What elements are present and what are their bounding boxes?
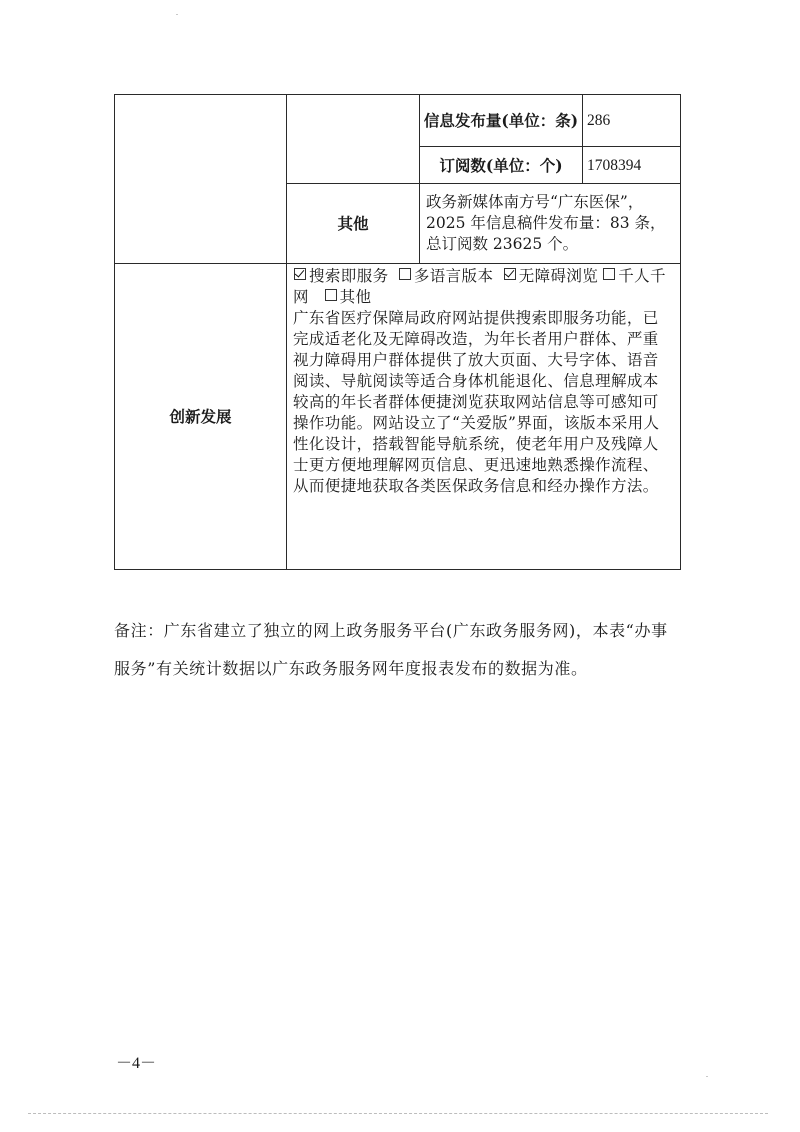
footnote: 备注：广东省建立了独立的网上政务服务平台(广东政务服务网)，本表“办事服务”有关统计数据以广东政务服务网年度报表发布的数据为准。 (114, 621, 668, 678)
checkbox-accessibility[interactable] (504, 268, 516, 280)
subscribe-count-label: 订阅数(单位：个) (420, 147, 583, 184)
checkbox-multilingual[interactable] (399, 268, 411, 280)
checkbox-search-service[interactable] (294, 268, 306, 280)
option-label: 其他 (339, 288, 372, 306)
publish-count-value: 286 (583, 95, 681, 147)
innovation-content (287, 264, 681, 570)
subscribe-count-value: 1708394 (583, 147, 681, 184)
table-row (115, 95, 681, 147)
page-number: －4－ (116, 1055, 157, 1072)
scan-speck (176, 14, 178, 15)
other-label: 其他 (287, 184, 420, 264)
other-description: 政务新媒体南方号“广东医保”，2025 年信息稿件发布量：83 条，总订阅数 23625 个。 (420, 184, 681, 264)
option-label: 搜索即服务 (309, 267, 389, 285)
scan-edge-line (28, 1113, 768, 1114)
option-label: 多语言版本 (413, 267, 494, 285)
checkbox-other[interactable] (325, 289, 337, 301)
empty-category-cell (115, 95, 287, 264)
empty-subcategory-cell (287, 95, 420, 184)
innovation-description: 广东省医疗保障局政府网站提供搜索即服务功能，已完成适老化及无障碍改造，为年长者用户群体、严重视力障碍用户群体提供了放大页面、大号字体、语音阅读、导航阅读等适合身体机能退化、信息理解成本较高的年长者群体便捷浏览获取网站信息等可感知可操作功能。网站设立了“关爱版”界面，该版本采用人性化设计，搭载智能导航系统，使老年用户及残障人士更方便地理解网页信息、更迅速地熟悉操作流程、从而便捷地获取各类医保政务信息和经办操作方法。 (293, 309, 660, 495)
statistics-table (114, 94, 681, 570)
scan-speck (706, 1076, 708, 1077)
publish-count-label: 信息发布量(单位：条) (420, 95, 583, 147)
option-label: 无障碍浏览 (518, 267, 599, 285)
table-row (115, 264, 681, 570)
innovation-label: 创新发展 (115, 264, 287, 570)
checkbox-personalized[interactable] (603, 268, 615, 280)
option-label: 千人千网 (293, 267, 666, 306)
innovation-options (293, 266, 674, 308)
